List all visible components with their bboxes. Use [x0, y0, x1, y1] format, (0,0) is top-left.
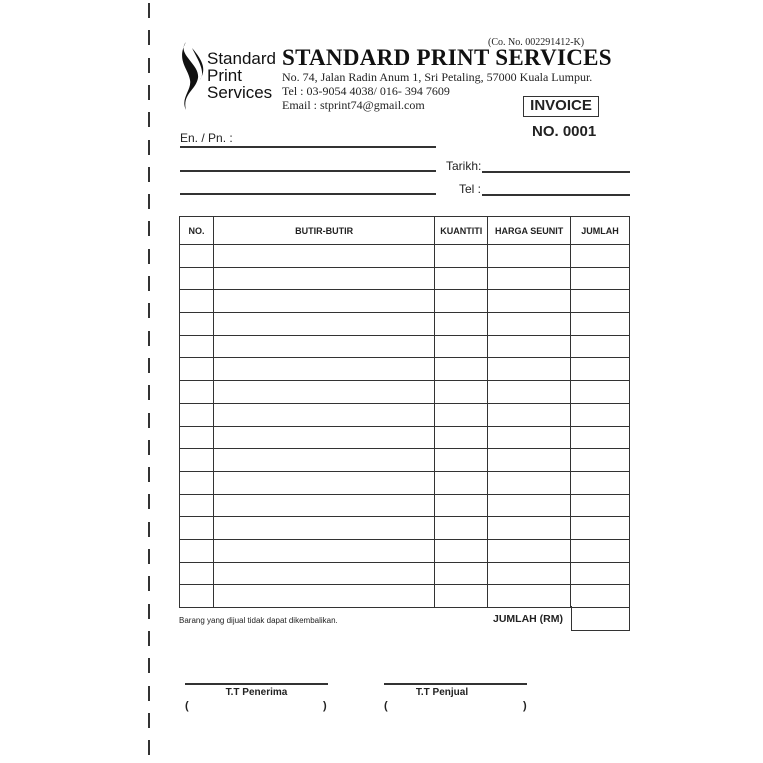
table-row: [180, 335, 630, 358]
table-cell[interactable]: [180, 313, 214, 336]
table-cell[interactable]: [435, 426, 488, 449]
address-field-2[interactable]: [180, 193, 436, 195]
perforation-dash: [148, 522, 150, 537]
table-cell[interactable]: [180, 494, 214, 517]
table-cell[interactable]: [213, 562, 434, 585]
table-cell[interactable]: [488, 403, 571, 426]
en-pn-field[interactable]: [180, 146, 436, 148]
table-cell[interactable]: [213, 313, 434, 336]
table-cell[interactable]: [571, 245, 630, 268]
table-cell[interactable]: [180, 562, 214, 585]
table-row: [180, 449, 630, 472]
table-row: [180, 313, 630, 336]
table-cell[interactable]: [213, 267, 434, 290]
table-cell[interactable]: [435, 562, 488, 585]
perforation-dash: [148, 249, 150, 264]
paren-open: (: [185, 700, 189, 712]
table-cell[interactable]: [488, 539, 571, 562]
table-cell[interactable]: [180, 267, 214, 290]
table-cell[interactable]: [435, 517, 488, 540]
perforation-dash: [148, 30, 150, 45]
table-cell[interactable]: [488, 517, 571, 540]
company-address: No. 74, Jalan Radin Anum 1, Sri Petaling, 57000 Kuala Lumpur.: [282, 70, 593, 84]
perforation-dash: [148, 167, 150, 182]
table-cell[interactable]: [571, 403, 630, 426]
table-cell[interactable]: [435, 403, 488, 426]
table-cell[interactable]: [213, 403, 434, 426]
logo-text: Services: [207, 83, 273, 102]
en-pn-label: En. / Pn. :: [180, 131, 233, 145]
tel-field[interactable]: [482, 194, 630, 196]
table-cell[interactable]: [488, 313, 571, 336]
total-label: JUMLAH (RM): [493, 613, 563, 625]
table-cell[interactable]: [571, 471, 630, 494]
table-row: [180, 517, 630, 540]
header-butir: BUTIR-BUTIR: [213, 217, 434, 245]
table-row: [180, 267, 630, 290]
perforation-dash: [148, 303, 150, 318]
perforation-dash: [148, 576, 150, 591]
header-harga: HARGA SEUNIT: [488, 217, 571, 245]
table-cell[interactable]: [571, 267, 630, 290]
table-cell[interactable]: [488, 494, 571, 517]
table-row: [180, 494, 630, 517]
table-cell[interactable]: [435, 471, 488, 494]
table-cell[interactable]: [571, 290, 630, 313]
return-policy-note: Barang yang dijual tidak dapat dikembalikan.: [179, 616, 338, 625]
perforation-dash: [148, 549, 150, 564]
perforation-dash: [148, 140, 150, 155]
perforation-dash: [148, 385, 150, 400]
table-cell[interactable]: [180, 290, 214, 313]
table-row: [180, 539, 630, 562]
table-row: [180, 381, 630, 404]
signature-line[interactable]: [384, 683, 527, 685]
table-cell[interactable]: [435, 313, 488, 336]
perforation-dash: [148, 3, 150, 18]
table-cell[interactable]: [180, 471, 214, 494]
perforation-dash: [148, 494, 150, 509]
perforation-dash: [148, 276, 150, 291]
table-cell[interactable]: [213, 290, 434, 313]
table-cell[interactable]: [571, 585, 630, 608]
company-name: STANDARD PRINT SERVICES: [282, 45, 612, 70]
table-cell[interactable]: [435, 335, 488, 358]
perforation-dash: [148, 85, 150, 100]
paren-close: ): [323, 700, 327, 712]
address-field[interactable]: [180, 170, 436, 172]
table-cell[interactable]: [180, 381, 214, 404]
logo-text: Standard: [207, 49, 276, 68]
table-cell[interactable]: [488, 335, 571, 358]
table-cell[interactable]: [488, 267, 571, 290]
company-email: Email : stprint74@gmail.com: [282, 98, 425, 112]
header-no: NO.: [180, 217, 214, 245]
table-cell[interactable]: [213, 494, 434, 517]
perforation-dash: [148, 631, 150, 646]
table-cell[interactable]: [488, 245, 571, 268]
table-cell[interactable]: [213, 539, 434, 562]
perforation-dash: [148, 740, 150, 755]
table-cell[interactable]: [571, 562, 630, 585]
table-cell[interactable]: [571, 426, 630, 449]
table-cell[interactable]: [488, 585, 571, 608]
table-row: [180, 290, 630, 313]
table-cell[interactable]: [488, 381, 571, 404]
table-cell[interactable]: [213, 381, 434, 404]
table-cell[interactable]: [571, 381, 630, 404]
table-cell[interactable]: [435, 381, 488, 404]
perforation-dash: [148, 440, 150, 455]
perforation-dash: [148, 194, 150, 209]
table-cell[interactable]: [488, 449, 571, 472]
table-cell[interactable]: [571, 313, 630, 336]
table-cell[interactable]: [435, 494, 488, 517]
table-cell[interactable]: [571, 449, 630, 472]
perforation-dash: [148, 713, 150, 728]
table-cell[interactable]: [180, 403, 214, 426]
table-cell[interactable]: [488, 358, 571, 381]
table-cell[interactable]: [180, 585, 214, 608]
company-tel: Tel : 03-9054 4038/ 016- 394 7609: [282, 84, 450, 98]
items-table: [179, 216, 630, 608]
logo-swirl-icon: [178, 40, 206, 112]
table-cell[interactable]: [435, 585, 488, 608]
table-cell[interactable]: [180, 335, 214, 358]
table-cell[interactable]: [213, 517, 434, 540]
table-cell[interactable]: [571, 335, 630, 358]
table-row: [180, 358, 630, 381]
table-cell[interactable]: [213, 585, 434, 608]
table-row: [180, 585, 630, 608]
table-cell[interactable]: [180, 245, 214, 268]
table-cell[interactable]: [488, 471, 571, 494]
table-cell[interactable]: [571, 517, 630, 540]
paren-open: (: [384, 700, 388, 712]
table-cell[interactable]: [435, 539, 488, 562]
table-cell[interactable]: [435, 290, 488, 313]
perforation-dash: [148, 112, 150, 127]
table-row: [180, 562, 630, 585]
tarikh-label: Tarikh:: [446, 159, 482, 173]
table-cell[interactable]: [213, 471, 434, 494]
perforation-dash: [148, 467, 150, 482]
table-cell[interactable]: [180, 539, 214, 562]
table-cell[interactable]: [571, 539, 630, 562]
table-row: [180, 403, 630, 426]
table-cell[interactable]: [435, 358, 488, 381]
table-cell[interactable]: [571, 494, 630, 517]
tarikh-field[interactable]: [482, 171, 630, 173]
table-cell[interactable]: [435, 267, 488, 290]
perforation-dash: [148, 686, 150, 701]
table-cell[interactable]: [435, 245, 488, 268]
header-kuantiti: KUANTITI: [435, 217, 488, 245]
table-cell[interactable]: [213, 426, 434, 449]
table-cell[interactable]: [488, 290, 571, 313]
table-cell[interactable]: [213, 358, 434, 381]
perforation-dash: [148, 658, 150, 673]
table-cell[interactable]: [213, 245, 434, 268]
tel-label: Tel :: [459, 182, 482, 196]
signature-label: T.T Penjual: [415, 687, 469, 698]
perforation-dash: [148, 604, 150, 619]
table-cell[interactable]: [180, 426, 214, 449]
table-cell[interactable]: [213, 449, 434, 472]
logo-text: Print: [207, 66, 242, 85]
table-cell[interactable]: [180, 358, 214, 381]
paren-close: ): [523, 700, 527, 712]
invoice-title: INVOICE: [523, 96, 599, 117]
table-cell[interactable]: [213, 335, 434, 358]
table-cell[interactable]: [180, 517, 214, 540]
table-cell[interactable]: [435, 449, 488, 472]
total-field[interactable]: [571, 606, 630, 631]
table-cell[interactable]: [180, 449, 214, 472]
perforation-dash: [148, 358, 150, 373]
table-cell[interactable]: [488, 426, 571, 449]
table-row: [180, 426, 630, 449]
perforation-dash: [148, 58, 150, 73]
table-row: [180, 245, 630, 268]
signature-label: T.T Penerima: [225, 687, 288, 698]
table-cell[interactable]: [571, 358, 630, 381]
perforation-dash: [148, 413, 150, 428]
perforation-dash: [148, 221, 150, 236]
company-reg-no: (Co. No. 002291412-K): [488, 37, 585, 48]
perforation-dash: [148, 331, 150, 346]
table-cell[interactable]: [488, 562, 571, 585]
header-jumlah: JUMLAH: [571, 217, 630, 245]
signature-line[interactable]: [185, 683, 328, 685]
invoice-number: NO. 0001: [532, 123, 597, 140]
table-row: [180, 471, 630, 494]
